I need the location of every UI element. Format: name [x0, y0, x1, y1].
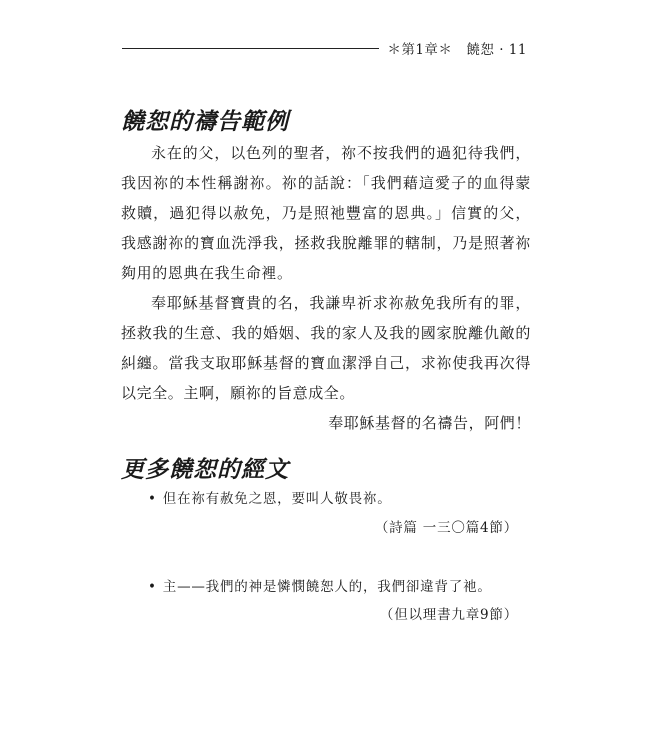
verses-section-title: 更多饒恕的經文	[121, 457, 289, 483]
verse-reference: （但以理書九章9節）	[379, 607, 518, 623]
verse-item	[148, 575, 523, 595]
verse-text: 主——我們的神是憐憫饒恕人的，我們卻違背了祂。	[162, 579, 492, 595]
bullet-icon: •	[148, 579, 157, 595]
verse-text: 但在祢有赦免之恩，要叫人敬畏祢。	[162, 491, 392, 507]
prayer-paragraph: 奉耶穌基督寶貴的名，我謙卑祈求祢赦免我所有的罪，拯救我的生意、我的婚姻、我的家人及我的國家脫離仇敵的糾纏。當我支取耶穌基督的寶血潔淨自己，求祢使我再次得以完全。主啊，願祢的旨意成全。	[121, 294, 531, 402]
prayer-body	[121, 138, 531, 438]
running-header	[122, 38, 527, 58]
prayer-closing: 奉耶穌基督的名禱告，阿們！	[328, 414, 531, 432]
header-chapter-page: ＊第1章＊ 饒恕 · 11	[387, 42, 527, 58]
prayer-section-title: 饒恕的禱告範例	[121, 109, 289, 135]
prayer-paragraph: 永在的父，以色列的聖者，祢不按我們的過犯待我們，我因祢的本性稱謝祢。祢的話說：「我們藉這愛子的血得蒙救贖，過犯得以赦免，乃是照祂豐富的恩典。」信實的父，我感謝祢的寶血洗淨我，拯救我脫離罪的轄制，乃是照著祢夠用的恩典在我生命裡。	[121, 144, 531, 282]
verse-reference: （詩篇 一三〇篇4節）	[374, 520, 518, 536]
header-rule	[122, 48, 379, 49]
verse-item	[148, 487, 523, 507]
bullet-icon: •	[148, 491, 157, 507]
